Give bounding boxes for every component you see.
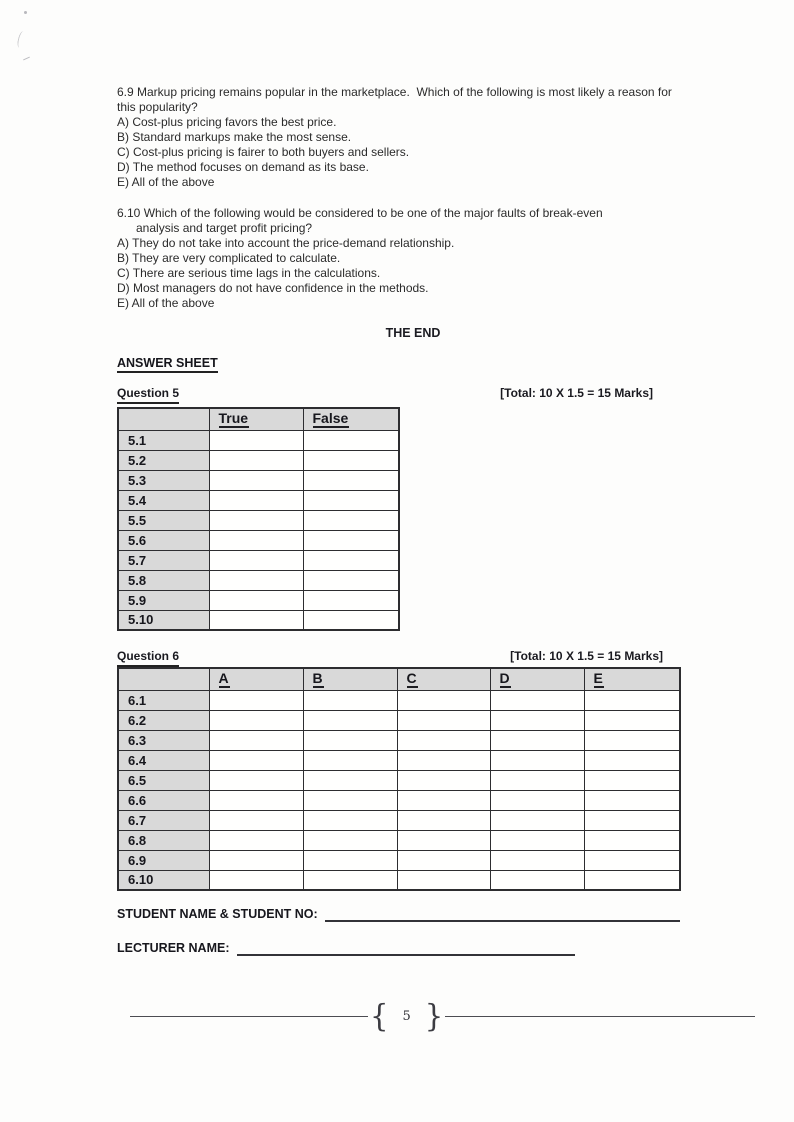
question6-row-6.10 [118, 870, 680, 890]
question5-row-5.6 [118, 530, 399, 550]
question6-column-header-text: D [499, 670, 510, 687]
question6-answer-cell-6.10-b [303, 870, 397, 890]
question5-answer-table [117, 407, 400, 631]
page-number-bracket-right-icon: } [424, 998, 444, 1034]
question5-row-label-5.8: 5.8 [118, 570, 209, 590]
question6-answer-cell-6.3-c [397, 730, 490, 750]
question6-row-label-6.10: 6.10 [118, 870, 209, 890]
question5-answer-cell-5.10-false [303, 610, 399, 630]
question6-row-6.8 [118, 830, 680, 850]
question6-answer-cell-6.9-d [490, 850, 584, 870]
lecturer-name-blank-line [237, 942, 576, 956]
question6-answer-cell-6.6-e [584, 790, 680, 810]
page-number: 5 [402, 1008, 411, 1024]
question5-row-label-5.10: 5.10 [118, 610, 209, 630]
question6-column-header-text: B [312, 670, 323, 687]
question5-label: Question 5 [117, 386, 179, 404]
question6-corner-cell [118, 668, 209, 690]
question6-answer-cell-6.4-b [303, 750, 397, 770]
question5-answer-cell-5.6-true [209, 530, 303, 550]
question6-answer-cell-6.9-c [397, 850, 490, 870]
question-6-10-text: 6.10 Which of the following would be considered to be one of the major faults of break-even analysis and target profit pricing? [117, 206, 606, 235]
question5-column-header-false [303, 408, 399, 430]
lecturer-name-label: LECTURER NAME: [117, 941, 230, 955]
question5-row-5.5 [118, 510, 399, 530]
scan-speck-icon [23, 57, 30, 61]
question5-row-label-5.4: 5.4 [118, 490, 209, 510]
question5-answer-cell-5.8-false [303, 570, 399, 590]
question5-row-5.3 [118, 470, 399, 490]
scan-speck-icon [24, 11, 27, 14]
question6-answer-cell-6.8-c [397, 830, 490, 850]
question6-answer-cell-6.8-d [490, 830, 584, 850]
question6-answer-cell-6.3-d [490, 730, 584, 750]
question6-row-label-6.1: 6.1 [118, 690, 209, 710]
question6-answer-cell-6.3-a [209, 730, 303, 750]
question5-column-header-row [118, 408, 399, 430]
question6-answer-cell-6.1-e [584, 690, 680, 710]
question-6-9-options [117, 115, 692, 190]
the-end-label: THE END [385, 326, 441, 340]
question5-answer-cell-5.7-true [209, 550, 303, 570]
question5-row-label-5.9: 5.9 [118, 590, 209, 610]
question6-label: Question 6 [117, 649, 179, 667]
question6-column-header-text: C [406, 670, 417, 687]
question-6-10-options [117, 236, 637, 311]
question5-row-label-5.1: 5.1 [118, 430, 209, 450]
question-6-9 [117, 85, 692, 190]
question6-column-header-c [397, 668, 490, 690]
question5-row-label-5.6: 5.6 [118, 530, 209, 550]
question6-row-6.3 [118, 730, 680, 750]
question6-row-6.1 [118, 690, 680, 710]
question6-answer-cell-6.5-b [303, 770, 397, 790]
question5-column-header-text: True [218, 410, 249, 427]
question-6.10-option-E: E) All of the above [117, 296, 215, 310]
question6-answer-cell-6.7-b [303, 810, 397, 830]
question6-answer-cell-6.9-a [209, 850, 303, 870]
question5-answer-cell-5.7-false [303, 550, 399, 570]
answer-sheet-heading-text: ANSWER SHEET [117, 356, 218, 373]
question6-answer-cell-6.3-e [584, 730, 680, 750]
question-6.10-option-B: B) They are very complicated to calculate. [117, 251, 341, 265]
question5-column-header-true [209, 408, 303, 430]
question6-column-header-text: A [218, 670, 229, 687]
question5-answer-cell-5.9-false [303, 590, 399, 610]
question6-row-label-6.3: 6.3 [118, 730, 209, 750]
question5-row-5.7 [118, 550, 399, 570]
question6-answer-cell-6.2-e [584, 710, 680, 730]
question6-row-label-6.6: 6.6 [118, 790, 209, 810]
question5-row-5.10 [118, 610, 399, 630]
question5-column-header-text: False [312, 410, 349, 427]
question6-answer-cell-6.5-d [490, 770, 584, 790]
question5-answer-cell-5.2-false [303, 450, 399, 470]
question-6-9-text: 6.9 Markup pricing remains popular in the marketplace. Which of the following is most likely a reason for this popularity? [117, 85, 676, 114]
question6-answer-cell-6.1-d [490, 690, 584, 710]
question6-answer-cell-6.5-e [584, 770, 680, 790]
question5-answer-cell-5.3-true [209, 470, 303, 490]
question5-header-row [117, 386, 653, 404]
question6-column-header-a [209, 668, 303, 690]
question6-answer-cell-6.5-a [209, 770, 303, 790]
question-6.9-option-A: A) Cost-plus pricing favors the best price. [117, 115, 337, 129]
question6-row-6.6 [118, 790, 680, 810]
question-6.10-option-D: D) Most managers do not have confidence in the methods. [117, 281, 429, 295]
student-name-label: STUDENT NAME & STUDENT NO: [117, 907, 318, 921]
question5-row-5.4 [118, 490, 399, 510]
question5-total-marks: [Total: 10 X 1.5 = 15 Marks] [500, 386, 653, 400]
question6-answer-cell-6.4-d [490, 750, 584, 770]
question6-row-label-6.8: 6.8 [118, 830, 209, 850]
question5-row-label-5.2: 5.2 [118, 450, 209, 470]
question6-row-6.9 [118, 850, 680, 870]
question6-answer-cell-6.9-e [584, 850, 680, 870]
question6-answer-cell-6.1-c [397, 690, 490, 710]
question5-answer-cell-5.6-false [303, 530, 399, 550]
question5-answer-cell-5.4-false [303, 490, 399, 510]
lecturer-name-row [117, 940, 575, 956]
question6-answer-cell-6.8-a [209, 830, 303, 850]
question6-answer-cell-6.10-d [490, 870, 584, 890]
question6-answer-cell-6.7-c [397, 810, 490, 830]
question-6-10 [117, 206, 637, 311]
answer-sheet-heading [117, 356, 218, 373]
question6-answer-cell-6.10-a [209, 870, 303, 890]
question6-answer-cell-6.7-d [490, 810, 584, 830]
question6-row-label-6.2: 6.2 [118, 710, 209, 730]
question5-corner-cell [118, 408, 209, 430]
question6-answer-cell-6.4-a [209, 750, 303, 770]
question6-answer-cell-6.2-a [209, 710, 303, 730]
student-name-row [117, 906, 680, 922]
question6-answer-cell-6.1-b [303, 690, 397, 710]
question6-answer-cell-6.2-b [303, 710, 397, 730]
question6-column-header-e [584, 668, 680, 690]
question6-answer-cell-6.5-c [397, 770, 490, 790]
question6-answer-cell-6.10-e [584, 870, 680, 890]
question5-row-5.2 [118, 450, 399, 470]
question6-answer-cell-6.9-b [303, 850, 397, 870]
question6-column-header-d [490, 668, 584, 690]
question5-answer-cell-5.2-true [209, 450, 303, 470]
question-6.10-option-A: A) They do not take into account the price-demand relationship. [117, 236, 455, 250]
question5-row-label-5.5: 5.5 [118, 510, 209, 530]
page-footer [130, 1000, 755, 1032]
question6-column-header-b [303, 668, 397, 690]
question6-header-row [117, 649, 663, 667]
question6-answer-cell-6.4-e [584, 750, 680, 770]
question6-row-label-6.4: 6.4 [118, 750, 209, 770]
question5-row-5.8 [118, 570, 399, 590]
question6-row-6.5 [118, 770, 680, 790]
question5-answer-cell-5.8-true [209, 570, 303, 590]
question6-answer-cell-6.8-e [584, 830, 680, 850]
question-6.9-option-E: E) All of the above [117, 175, 215, 189]
question5-answer-cell-5.1-false [303, 430, 399, 450]
question6-row-label-6.7: 6.7 [118, 810, 209, 830]
question6-row-6.4 [118, 750, 680, 770]
question-6.9-option-B: B) Standard markups make the most sense. [117, 130, 352, 144]
question5-row-label-5.7: 5.7 [118, 550, 209, 570]
question5-answer-cell-5.1-true [209, 430, 303, 450]
question6-answer-cell-6.2-d [490, 710, 584, 730]
question5-answer-cell-5.9-true [209, 590, 303, 610]
question6-answer-cell-6.1-a [209, 690, 303, 710]
question6-answer-cell-6.10-c [397, 870, 490, 890]
question5-answer-cell-5.3-false [303, 470, 399, 490]
question6-answer-cell-6.7-a [209, 810, 303, 830]
question6-answer-cell-6.7-e [584, 810, 680, 830]
question6-row-label-6.9: 6.9 [118, 850, 209, 870]
question6-answer-cell-6.6-c [397, 790, 490, 810]
question6-answer-cell-6.3-b [303, 730, 397, 750]
question6-row-6.7 [118, 810, 680, 830]
question6-row-label-6.5: 6.5 [118, 770, 209, 790]
footer-rule-right [445, 1016, 755, 1017]
question5-row-label-5.3: 5.3 [118, 470, 209, 490]
question6-answer-table [117, 667, 681, 891]
question6-answer-cell-6.6-d [490, 790, 584, 810]
question6-answer-cell-6.4-c [397, 750, 490, 770]
question-6.9-option-D: D) The method focuses on demand as its base. [117, 160, 369, 174]
question5-answer-cell-5.4-true [209, 490, 303, 510]
question6-answer-cell-6.6-b [303, 790, 397, 810]
question6-answer-cell-6.2-c [397, 710, 490, 730]
question5-answer-cell-5.5-false [303, 510, 399, 530]
footer-rule-left [130, 1016, 368, 1017]
question6-answer-cell-6.8-b [303, 830, 397, 850]
question6-row-6.2 [118, 710, 680, 730]
question6-column-header-text: E [593, 670, 603, 687]
question6-column-header-row [118, 668, 680, 690]
scan-speck-icon [16, 30, 27, 48]
question5-row-5.1 [118, 430, 399, 450]
question5-row-5.9 [118, 590, 399, 610]
question6-answer-cell-6.6-a [209, 790, 303, 810]
question-6.10-option-C: C) There are serious time lags in the calculations. [117, 266, 381, 280]
question-6.9-option-C: C) Cost-plus pricing is fairer to both buyers and sellers. [117, 145, 410, 159]
question6-total-marks: [Total: 10 X 1.5 = 15 Marks] [510, 649, 663, 663]
question5-answer-cell-5.10-true [209, 610, 303, 630]
student-name-blank-line [325, 908, 680, 922]
page-number-bracket-left-icon: { [370, 998, 389, 1034]
question5-answer-cell-5.5-true [209, 510, 303, 530]
